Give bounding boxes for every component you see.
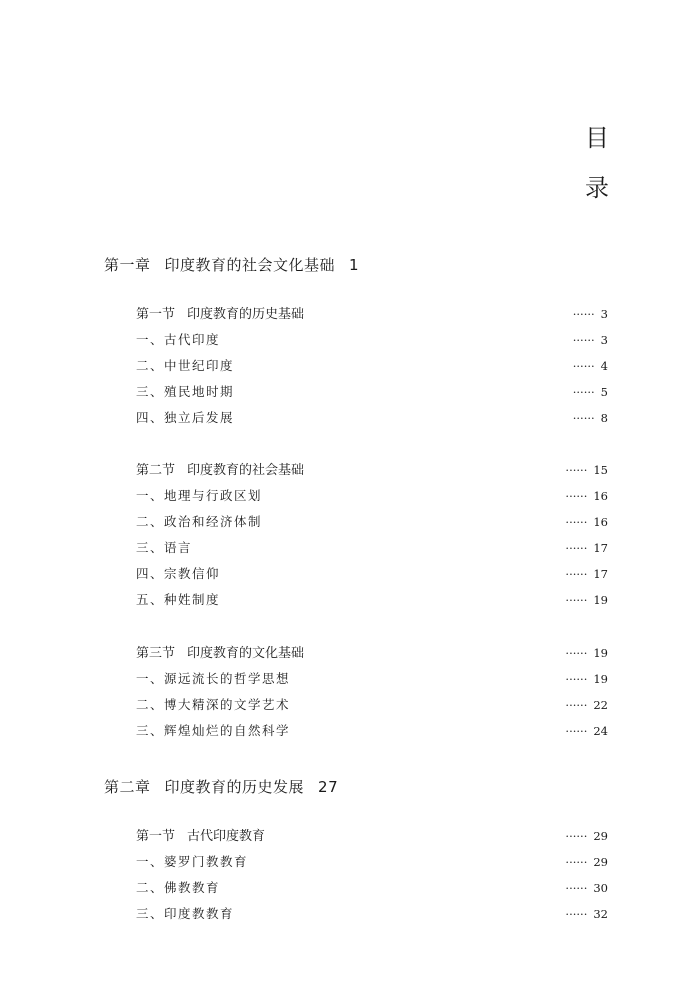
chapter-title: 印度教育的社会文化基础	[164, 256, 336, 274]
item-label: 一、地理与行政区划	[136, 488, 263, 503]
leader-dots: ······	[565, 829, 588, 843]
toc-item-row[interactable]	[136, 880, 608, 896]
section-number: 第一节	[136, 307, 176, 322]
page-number: 30	[593, 881, 608, 895]
leader-dots: ······	[565, 855, 588, 869]
toc-title-char-2: 录	[585, 174, 609, 202]
section-title: 印度教育的文化基础	[187, 646, 305, 661]
section-title: 古代印度教育	[187, 829, 266, 844]
leader-dots: ······	[565, 672, 588, 686]
leader-dots: ······	[565, 646, 588, 660]
chapter-page: 27	[318, 778, 339, 796]
page-number: 17	[593, 541, 608, 555]
page-number: 29	[593, 855, 608, 869]
leader-dots: ······	[565, 463, 588, 477]
leader-dots: ······	[565, 541, 588, 555]
item-label: 四、独立后发展	[136, 410, 235, 425]
toc-item-row[interactable]	[136, 488, 608, 504]
section-title: 印度教育的社会基础	[187, 463, 305, 478]
chapter-number: 第一章	[104, 256, 151, 274]
page-number: 17	[593, 567, 608, 581]
toc-section-row[interactable]	[136, 645, 608, 662]
toc-item-row[interactable]	[136, 697, 608, 713]
page-number: 16	[593, 515, 608, 529]
toc-item-row[interactable]	[136, 671, 608, 687]
toc-section-row[interactable]	[136, 828, 608, 845]
page-number: 19	[593, 593, 608, 607]
leader-dots: ······	[565, 567, 588, 581]
section-number: 第一节	[136, 829, 176, 844]
toc-item-row[interactable]	[136, 384, 608, 400]
leader-dots: ······	[565, 907, 588, 921]
item-label: 一、源远流长的哲学思想	[136, 671, 291, 686]
page-number: 19	[593, 646, 608, 660]
leader-dots: ······	[572, 359, 595, 373]
toc-item-row[interactable]	[136, 592, 608, 608]
toc-item-row[interactable]	[136, 332, 608, 348]
item-label: 三、殖民地时期	[136, 384, 235, 399]
section-number: 第三节	[136, 646, 176, 661]
leader-dots: ······	[565, 593, 588, 607]
leader-dots: ······	[572, 307, 595, 321]
leader-dots: ······	[572, 333, 595, 347]
toc-section-row[interactable]	[136, 462, 608, 479]
item-label: 一、婆罗门教教育	[136, 854, 249, 869]
toc-item-row[interactable]	[136, 906, 608, 922]
leader-dots: ······	[565, 489, 588, 503]
page-number: 3	[600, 307, 608, 321]
section-title: 印度教育的历史基础	[187, 307, 305, 322]
toc-item-row[interactable]	[136, 514, 608, 530]
item-label: 二、佛教教育	[136, 880, 221, 895]
page-number: 32	[593, 907, 608, 921]
toc-item-row[interactable]	[136, 854, 608, 870]
item-label: 一、古代印度	[136, 332, 221, 347]
item-label: 三、印度教教育	[136, 906, 235, 921]
item-label: 四、宗教信仰	[136, 566, 221, 581]
toc-title-char-1: 目	[585, 124, 609, 152]
page-number: 15	[593, 463, 608, 477]
leader-dots: ······	[565, 515, 588, 529]
toc-item-row[interactable]	[136, 540, 608, 556]
item-label: 二、政治和经济体制	[136, 514, 263, 529]
chapter-number: 第二章	[104, 778, 151, 796]
item-label: 二、中世纪印度	[136, 358, 235, 373]
chapter-heading[interactable]	[104, 776, 338, 797]
toc-item-row[interactable]	[136, 566, 608, 582]
leader-dots: ······	[565, 724, 588, 738]
section-number: 第二节	[136, 463, 176, 478]
page-number: 24	[593, 724, 608, 738]
page-number: 4	[600, 359, 608, 373]
toc-item-row[interactable]	[136, 410, 608, 426]
toc-item-row[interactable]	[136, 723, 608, 739]
page-number: 22	[593, 698, 608, 712]
page-number: 3	[600, 333, 608, 347]
toc-item-row[interactable]	[136, 358, 608, 374]
chapter-page: 1	[349, 256, 360, 274]
item-label: 三、辉煌灿烂的自然科学	[136, 723, 291, 738]
toc-section-row[interactable]	[136, 306, 608, 323]
page-number: 19	[593, 672, 608, 686]
page-number: 5	[600, 385, 608, 399]
leader-dots: ······	[565, 698, 588, 712]
chapter-heading[interactable]	[104, 254, 359, 275]
item-label: 三、语言	[136, 540, 193, 555]
leader-dots: ······	[572, 385, 595, 399]
item-label: 五、种姓制度	[136, 592, 221, 607]
leader-dots: ······	[565, 881, 588, 895]
item-label: 二、博大精深的文学艺术	[136, 697, 291, 712]
page-number: 8	[600, 411, 608, 425]
page-number: 29	[593, 829, 608, 843]
page-number: 16	[593, 489, 608, 503]
leader-dots: ······	[572, 411, 595, 425]
chapter-title: 印度教育的历史发展	[164, 778, 305, 796]
